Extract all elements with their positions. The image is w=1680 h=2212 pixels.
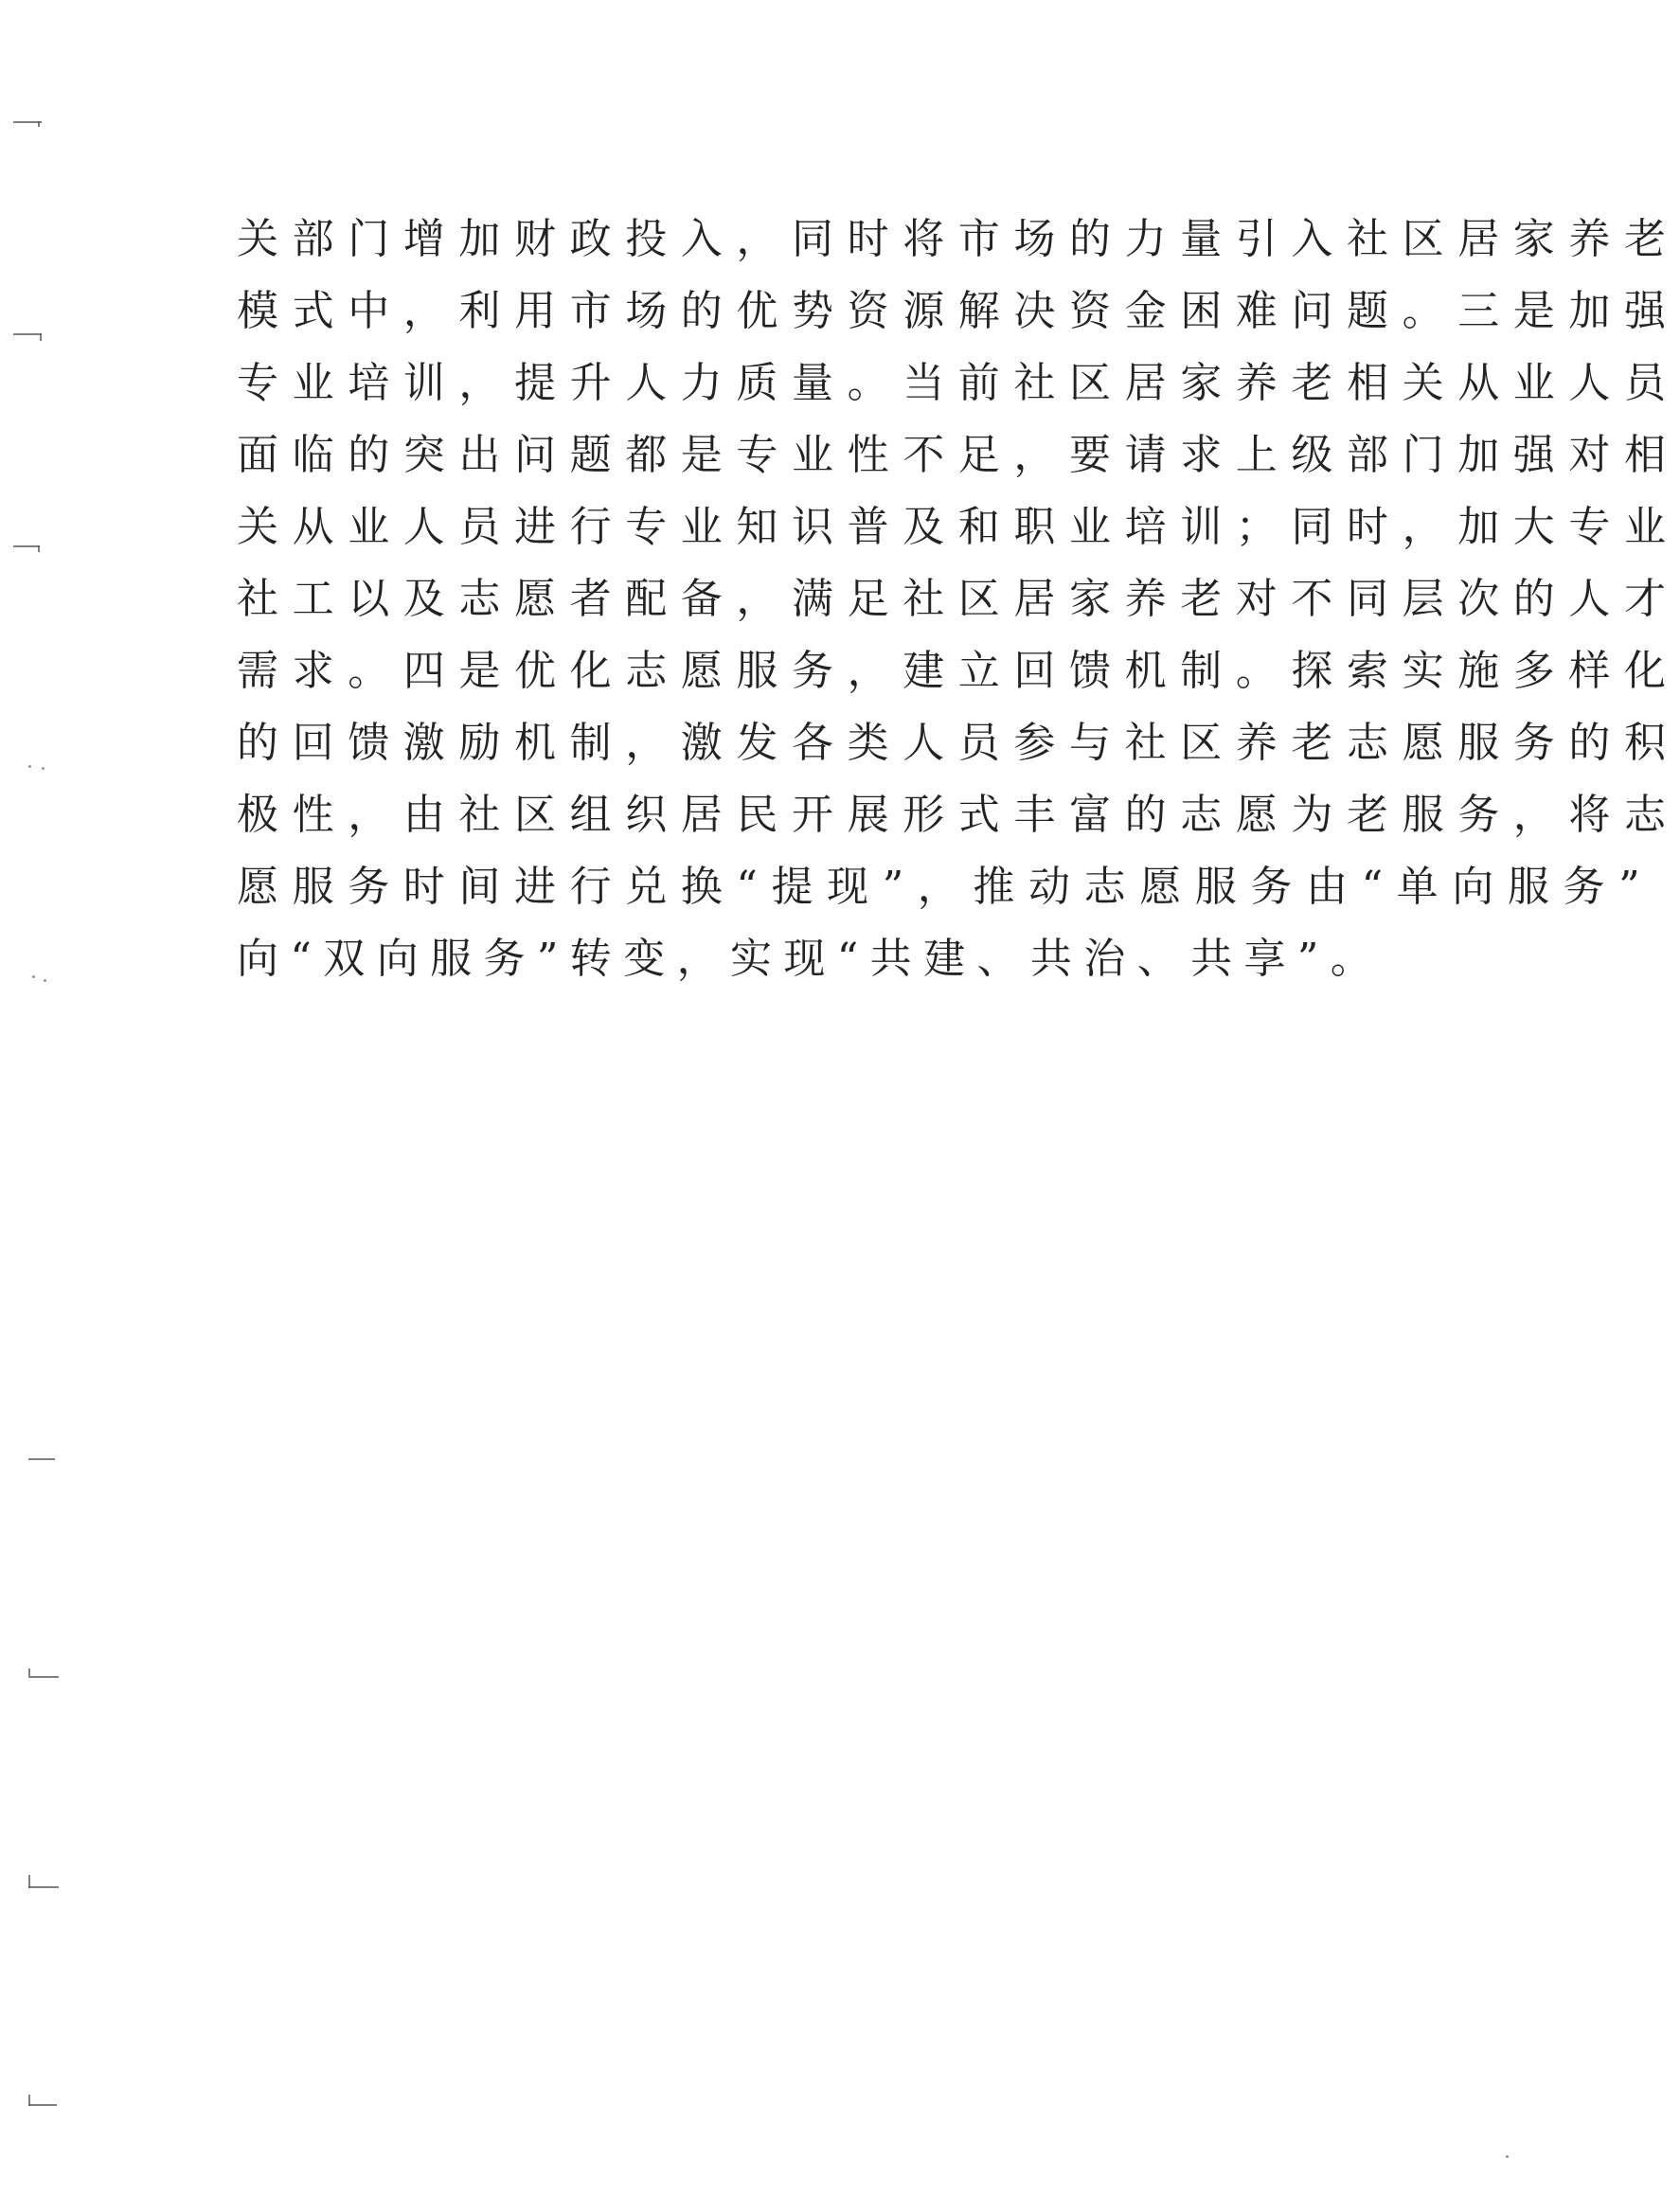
scan-mark — [13, 333, 42, 335]
scan-mark — [28, 1875, 30, 1888]
text-line: 面临的突出问题都是专业性不足，要请求上级部门加强对相 — [237, 431, 1680, 479]
scan-mark — [28, 1458, 55, 1460]
scan-mark — [38, 121, 40, 127]
text-line: 需求。四是优化志愿服务，建立回馈机制。探索实施多样化 — [237, 647, 1680, 695]
scan-mark — [28, 1668, 30, 1678]
scan-dot — [32, 975, 35, 978]
text-line: 愿服务时间进行兑换“提现”，推动志愿服务由“单向服务” — [237, 863, 1654, 911]
scan-dot — [1506, 2155, 1509, 2158]
scan-mark — [38, 545, 40, 552]
text-line: 专业培训，提升人力质量。当前社区居家养老相关从业人员 — [237, 359, 1680, 407]
text-line: 社工以及志愿者配备，满足社区居家养老对不同层次的人才 — [237, 575, 1680, 623]
scan-mark — [30, 1676, 59, 1678]
scan-dot — [44, 979, 46, 982]
scan-mark — [40, 333, 42, 341]
scan-dot — [42, 767, 45, 770]
text-line: 的回馈激励机制，激发各类人员参与社区养老志愿服务的积 — [237, 719, 1680, 767]
scan-mark — [28, 1886, 59, 1888]
scan-mark — [28, 2095, 30, 2106]
text-line: 极性，由社区组织居民开展形式丰富的志愿为老服务，将志 — [237, 791, 1680, 839]
text-line: 关部门增加财政投入，同时将市场的力量引入社区居家养老 — [237, 215, 1680, 263]
body-text — [237, 204, 1680, 995]
scan-mark — [13, 545, 40, 547]
scan-dot — [28, 765, 31, 768]
scan-mark — [28, 2104, 57, 2106]
text-line: 向“双向服务”转变，实现“共建、共治、共享”。 — [237, 935, 1385, 983]
text-line: 模式中，利用市场的优势资源解决资金困难问题。三是加强 — [237, 287, 1680, 335]
text-line: 关从业人员进行专业知识普及和职业培训；同时，加大专业 — [237, 503, 1680, 551]
